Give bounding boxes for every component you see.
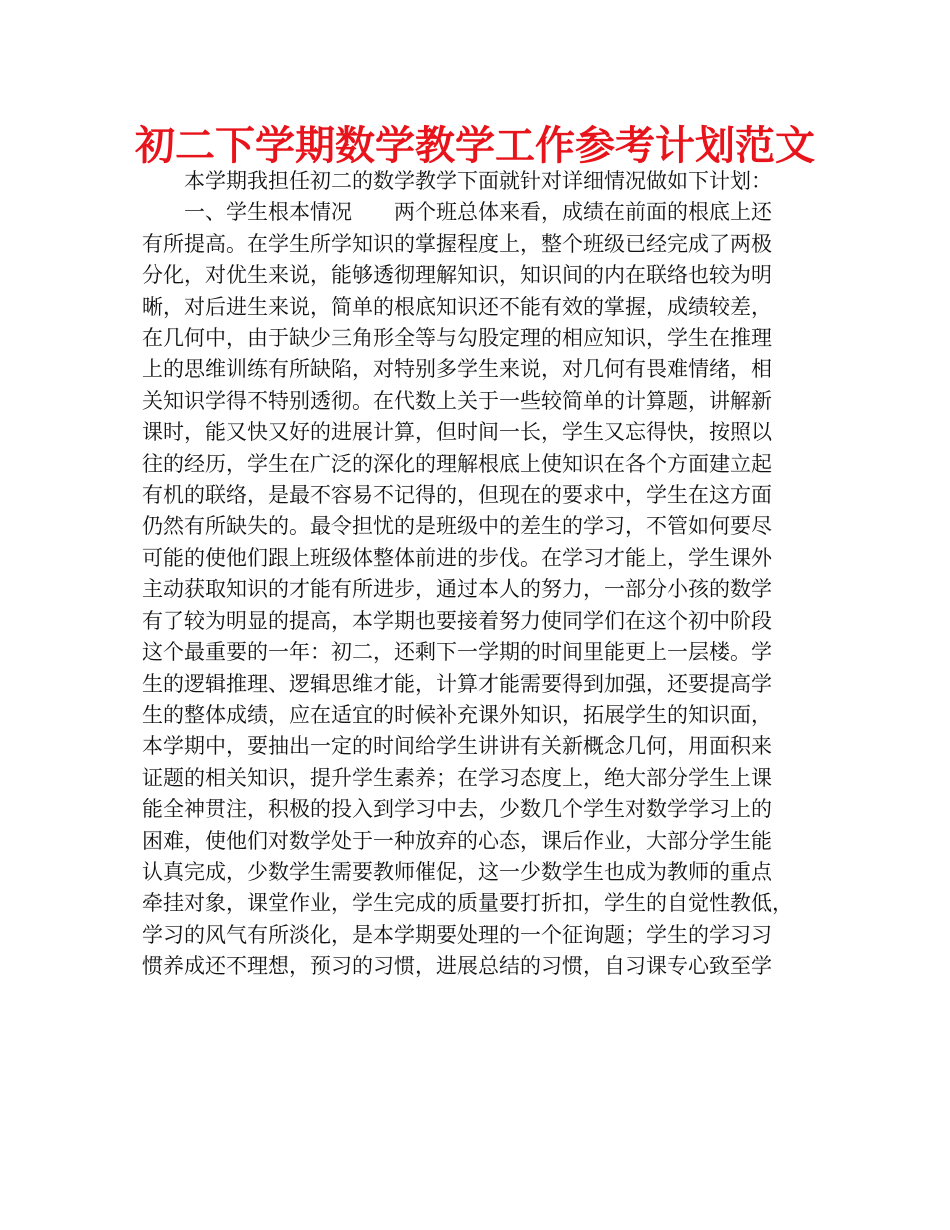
body-line: 生的整体成绩，应在适宜的时候补充课外知识，拓展学生的知识面，	[142, 702, 772, 727]
body-line: 有机的联络，是最不容易不记得的，但现在的要求中，学生在这方面	[142, 483, 772, 508]
body-line: 牵挂对象，课堂作业，学生完成的质量要打折扣，学生的自觉性教低，	[142, 891, 793, 916]
body-line: 生的逻辑推理、逻辑思维才能，计算才能需要得到加强，还要提高学	[142, 671, 772, 696]
body-line: 惯养成还不理想，预习的习惯，进展总结的习惯，自习课专心致至学	[142, 954, 772, 979]
body-line: 本学期我担任初二的数学教学下面就针对详细情况做如下计划：	[142, 169, 772, 193]
body-line: 课时，能又快又好的进展计算，但时间一长，学生又忘得快，按照以	[142, 420, 772, 445]
body-line: 仍然有所缺失的。最令担忧的是班级中的差生的学习，不管如何要尽	[142, 514, 772, 539]
body-line: 困难，使他们对数学处于一种放弃的心态，课后作业，大部分学生能	[142, 828, 772, 853]
body-line: 有了较为明显的提高，本学期也要接着努力使同学们在这个初中阶段	[142, 608, 772, 633]
body-line: 上的思维训练有所缺陷，对特别多学生来说，对几何有畏难情绪，相	[142, 357, 772, 382]
body-line: 晰，对后进生来说，简单的根底知识还不能有效的掌握，成绩较差，	[142, 294, 772, 319]
body-line: 证题的相关知识，提升学生素养；在学习态度上，绝大部分学生上课	[142, 765, 772, 790]
body-line: 可能的使他们跟上班级体整体前进的步伐。在学习才能上，学生课外	[142, 545, 772, 570]
document-title: 初二下学期数学教学工作参考计划范文	[135, 123, 815, 169]
body-line: 有所提高。在学生所学知识的掌握程度上，整个班级已经完成了两极	[142, 231, 772, 256]
body-line: 一、学生根本情况 两个班总体来看，成绩在前面的根底上还	[142, 200, 772, 225]
body-line: 在几何中，由于缺少三角形全等与勾股定理的相应知识，学生在推理	[142, 326, 772, 351]
body-line: 这个最重要的一年：初二，还剩下一学期的时间里能更上一层楼。学	[142, 640, 772, 665]
body-line: 往的经历，学生在广泛的深化的理解根底上使知识在各个方面建立起	[142, 451, 772, 476]
body-line: 分化，对优生来说，能够透彻理解知识，知识间的内在联络也较为明	[142, 263, 772, 288]
body-line: 学习的风气有所淡化，是本学期要处理的一个征询题；学生的学习习	[142, 922, 772, 947]
body-line: 主动获取知识的才能有所进步，通过本人的努力，一部分小孩的数学	[142, 577, 772, 602]
body-line: 关知识学得不特别透彻。在代数上关于一些较简单的计算题，讲解新	[142, 388, 772, 413]
body-line: 能全神贯注，积极的投入到学习中去，少数几个学生对数学学习上的	[142, 797, 772, 822]
body-line: 本学期中，要抽出一定的时间给学生讲讲有关新概念几何，用面积来	[142, 734, 772, 759]
document-body	[142, 166, 832, 983]
body-line: 认真完成，少数学生需要教师催促，这一少数学生也成为教师的重点	[142, 859, 772, 884]
